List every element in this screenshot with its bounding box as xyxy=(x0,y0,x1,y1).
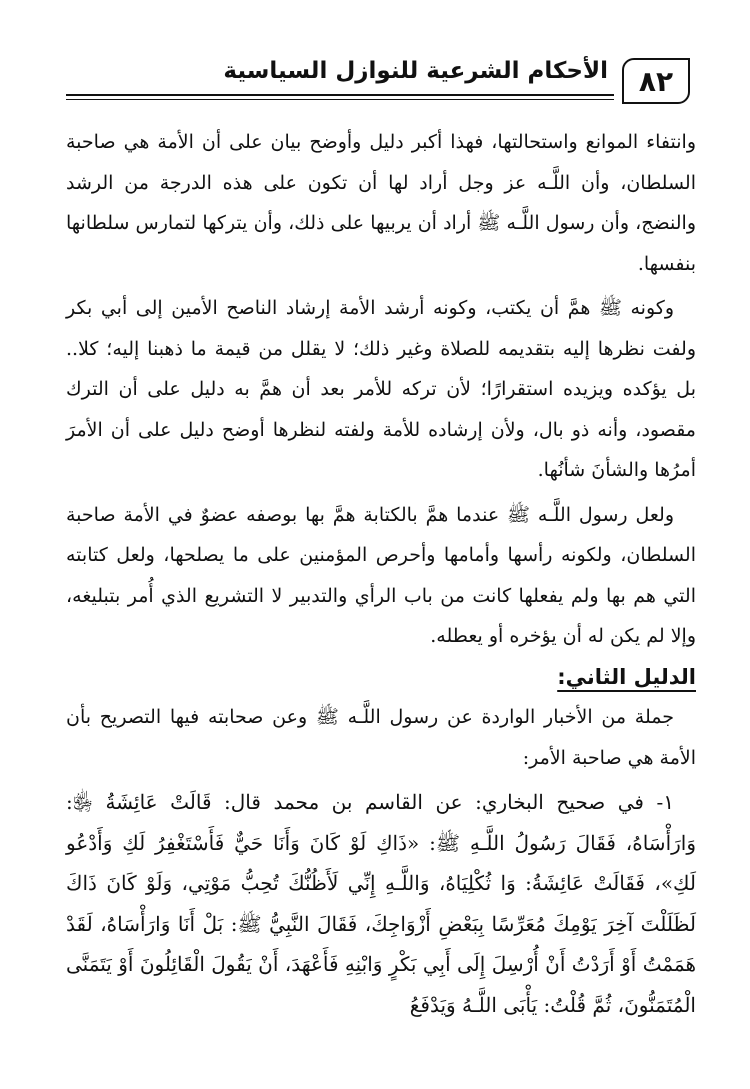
page-number: ٨٢ xyxy=(622,58,690,104)
section-heading: الدليل الثاني: xyxy=(557,664,696,689)
header-rule-thin xyxy=(66,99,614,100)
header-rule xyxy=(66,94,614,96)
running-title: الأحكام الشرعية للنوازل السياسية xyxy=(223,58,608,84)
paragraph: ولعل رسول اللَّـه ﷺ عندما همَّ بالكتابة همَّ بها بوصفه عضوٌ في الأمة صاحبة السلطان، ولكونه رأسها وأمامها وأحرص المؤمنين على ما يصلحها، ولعل كتابته التي هم بها ولم يفعلها كانت من باب الرأي والتدبير لا التشريع الذي أُمر بتبليغه، وإلا لم يكن له أن يؤخره أو يعطله. xyxy=(66,503,696,647)
hadith-paragraph: ١- في صحيح البخاري: عن القاسم بن محمد قال: قَالَتْ عَائِشَةُ ﵂: وَارَأْسَاهُ، فَقَالَ رَسُولُ اللَّـهِ ﷺ: «ذَاكِ لَوْ كَانَ وَأَنَا حَيٌّ فَأَسْتَغْفِرُ لَكِ وَأَدْعُو لَكِ»، فَقَالَتْ عَائِشَةُ: وَا ثُكْلِيَاهُ، وَاللَّـهِ إِنِّي لَأَظُنُّكَ تُحِبُّ مَوْتِي، وَلَوْ كَانَ ذَاكَ لَظَلَلْتَ آخِرَ يَوْمِكَ مُعَرِّسًا بِبَعْضِ أَزْوَاجِكَ، فَقَالَ النَّبِيُّ ﷺ: بَلْ أَنَا وَارَأْسَاهُ، لَقَدْ هَمَمْتُ أَوْ أَرَدْتُ أَنْ أُرْسِلَ إِلَى أَبِي بَكْرٍ وَابْنِهِ فَأَعْهَدَ، أَنْ يَقُولَ الْقَائِلُونَ أَوْ يَتَمَنَّى الْمُتَمَنُّونَ، ثُمَّ قُلْتُ: يَأْبَى اللَّـهُ وَيَدْفَعُ xyxy=(66,790,697,1017)
paragraph: وانتفاء الموانع واستحالتها، فهذا أكبر دليل وأوضح بيان على أن الأمة هي صاحبة السلطان، وأن اللَّـه عز وجل أراد لها أن تكون على هذه الدرجة من الرشد والنضج، وأن رسول اللَّـه ﷺ أراد أن يربيها على ذلك، وأن يتركها لتمارس سلطانها بنفسها. xyxy=(66,131,696,275)
page-body xyxy=(66,122,696,1025)
page-header xyxy=(66,52,690,110)
paragraph: وكونه ﷺ همَّ أن يكتب، وكونه أرشد الأمة إرشاد الناصح الأمين إلى أبي بكر ولفت نظرها إليه بتقديمه للصلاة وغير ذلك؛ لا يقلل من قيمة ما ذهبنا إليه؛ كلا.. بل يؤكده ويزيده استقرارًا؛ لأن تركه للأمر بعد أن همَّ به دليل على أن الترك مقصود، وأنه ذو بال، ولأن إرشاده للأمة ولفته لنظرها أوضح دليل على أن الأمرَ أمرُها والشأنَ شأنُها. xyxy=(66,297,696,481)
paragraph: جملة من الأخبار الواردة عن رسول اللَّـه ﷺ وعن صحابته فيها التصريح بأن الأمة هي صاحبة الأمر: xyxy=(66,706,696,769)
